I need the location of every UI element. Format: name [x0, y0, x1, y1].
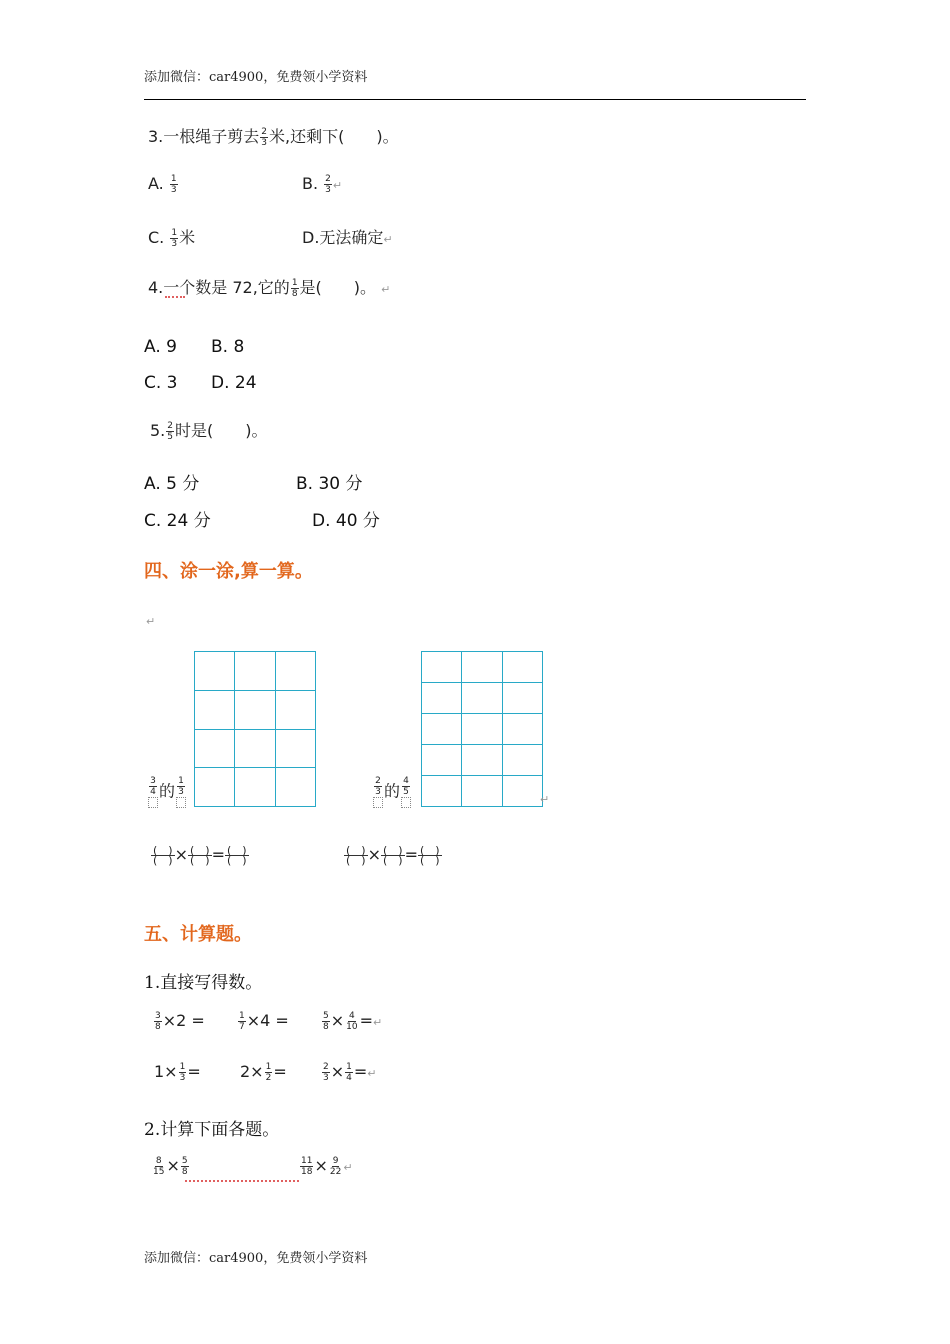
q4-option-d: D. 24 — [211, 373, 257, 393]
q5-option-c: C. 24 分 — [144, 511, 211, 531]
q3-option-c: C. $\frac{1}{3}$ 米 — [148, 228, 196, 249]
calc-item: $\frac{8}{15}$ × $\frac{5}{8}$ — [153, 1156, 188, 1177]
q3-fraction: $\frac{2}{3}$ — [261, 127, 268, 148]
grid-3x4[interactable] — [194, 651, 316, 807]
return-mark: ↵ — [540, 793, 550, 806]
q3-stem-b: 米,还剩下( )。 — [269, 127, 399, 146]
blank-box — [401, 797, 411, 808]
calc-item: $\frac{1}{7}$ ×4 = — [239, 1011, 289, 1032]
equation-2[interactable]: $\frac{( )}{( )}$ × $\frac{( )}{( )}$ = $\frac{( )}{( )}$ — [346, 844, 440, 867]
return-mark: ↵ — [146, 615, 156, 628]
q4-stem: 4.一个数是 72,它的 $\frac{1}{8}$ 是( )。 ↵ — [148, 278, 391, 299]
section5-title: 五、计算题。 — [144, 924, 252, 945]
q5-option-d: D. 40 分 — [312, 511, 380, 531]
q4-option-c: C. 3 — [144, 373, 178, 393]
calc-item: $\frac{2}{3}$ × $\frac{1}{4}$ =↵ — [323, 1062, 377, 1083]
q5-fraction: $\frac{2}{5}$ — [167, 421, 173, 442]
q3-option-b: B. $\frac{2}{3}$ ↵ — [302, 174, 343, 195]
q3-option-a: A. $\frac{1}{3}$ — [148, 174, 177, 195]
section4-title: 四、涂一涂,算一算。 — [144, 561, 313, 582]
header-rule — [144, 99, 806, 100]
sub1-title: 1.直接写得数。 — [144, 973, 263, 993]
equation-1[interactable]: $\frac{( )}{( )}$ × $\frac{( )}{( )}$ = $\frac{( )}{( )}$ — [153, 844, 247, 867]
blank-box — [373, 797, 383, 808]
q4-option-a: A. 9 — [144, 337, 177, 357]
spell-squiggle — [185, 1177, 299, 1182]
q3-stem-a: 3.一根绳子剪去 — [148, 127, 260, 146]
q4-option-b: B. 8 — [211, 337, 245, 357]
footer-text: 添加微信：car4900，免费领小学资料 — [144, 1251, 368, 1266]
fig2-label: $\frac{2}{3}$ 的 $\frac{4}{5}$ — [372, 776, 412, 808]
fig1-label: $\frac{3}{4}$ 的 $\frac{1}{3}$ — [147, 776, 187, 808]
calc-item: 1× $\frac{1}{3}$ = — [154, 1062, 201, 1083]
q3-stem — [148, 124, 399, 148]
calc-item: $\frac{3}{8}$ ×2 = — [155, 1011, 205, 1032]
q4-fraction: $\frac{1}{8}$ — [291, 278, 298, 299]
calc-item: $\frac{11}{18}$ × $\frac{9}{22}$ ↵ — [301, 1156, 353, 1177]
spell-squiggle — [165, 293, 185, 298]
blank-box — [176, 797, 186, 808]
calc-item: $\frac{5}{8}$ × $\frac{4}{10}$ =↵ — [323, 1011, 383, 1032]
sub2-title: 2.计算下面各题。 — [144, 1120, 280, 1140]
q3-option-d: D.无法确定↵ — [302, 228, 393, 247]
calc-item: 2× $\frac{1}{2}$ = — [240, 1062, 287, 1083]
q5-option-b: B. 30 分 — [296, 474, 363, 494]
header-text: 添加微信：car4900，免费领小学资料 — [144, 70, 368, 85]
q5-option-a: A. 5 分 — [144, 474, 200, 494]
grid-3x5[interactable] — [421, 651, 543, 807]
blank-box — [148, 797, 158, 808]
q5-stem: 5. $\frac{2}{5}$ 时是( )。 — [150, 421, 268, 442]
